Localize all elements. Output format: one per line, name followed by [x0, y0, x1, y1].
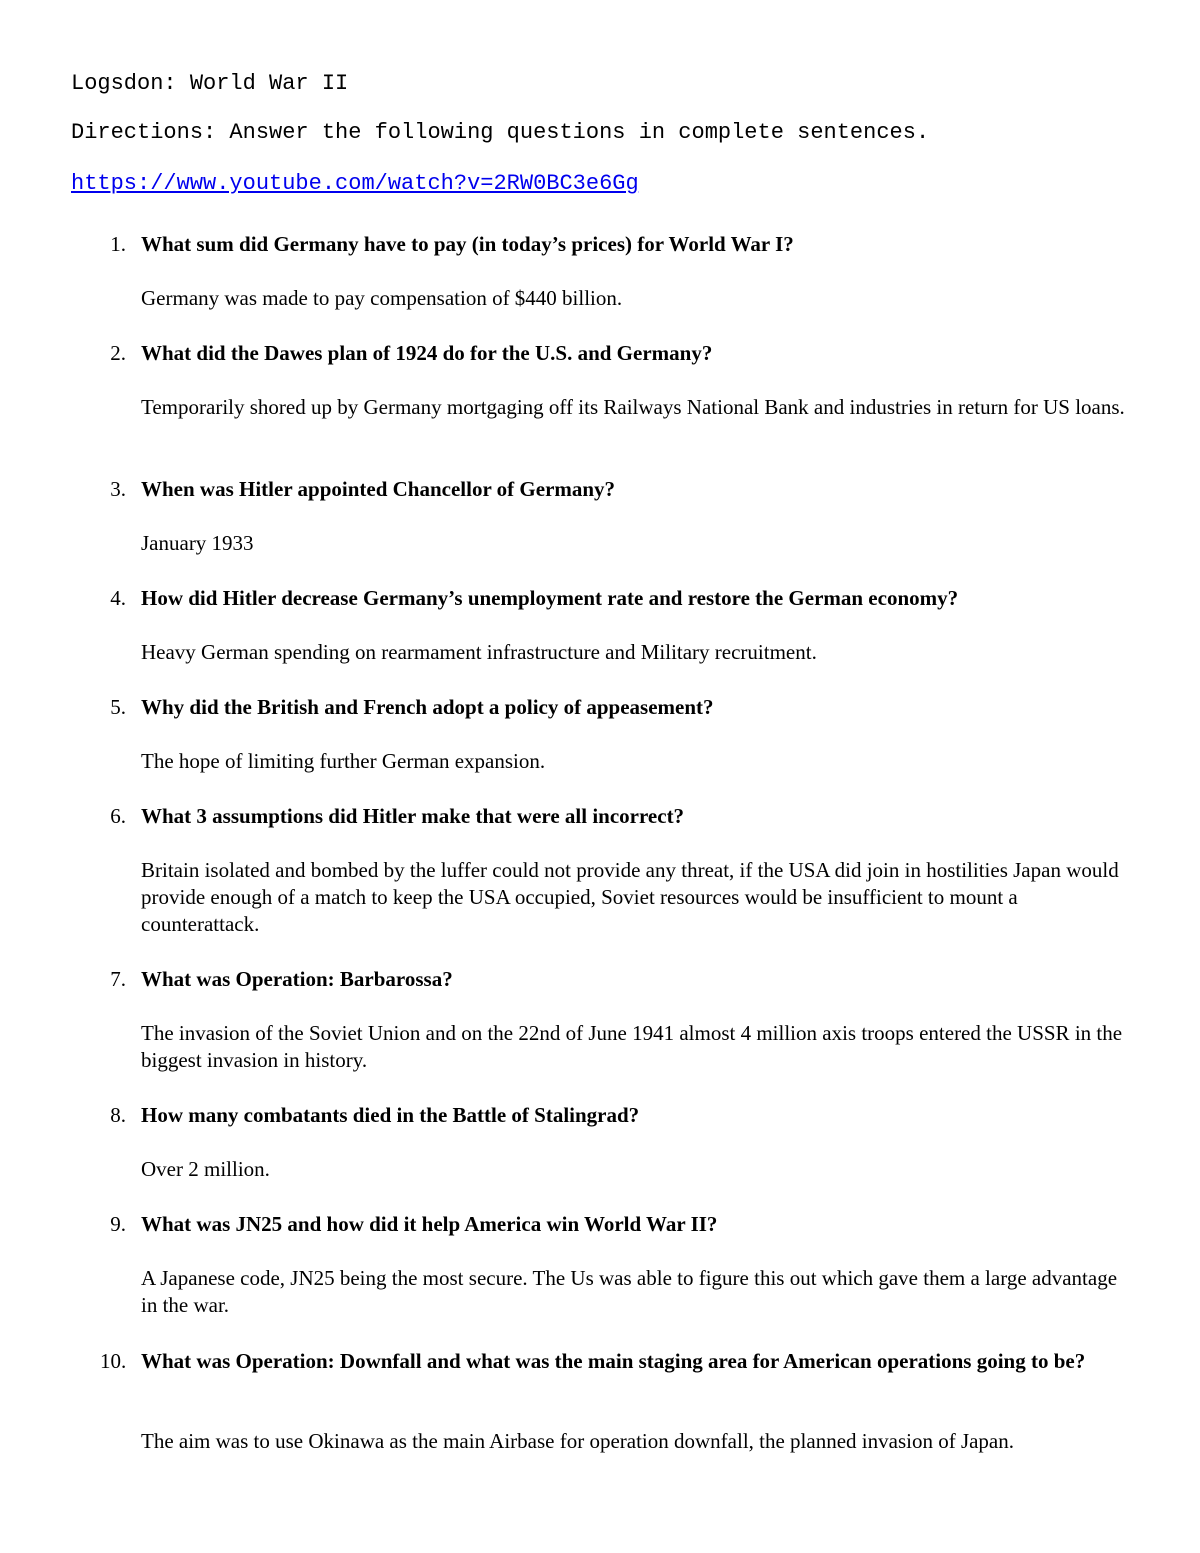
question-number: 3.: [110, 477, 126, 501]
answer-text: The aim was to use Okinawa as the main Airbase for operation downfall, the planned invasion of Japan.: [141, 1429, 1015, 1453]
question-text: What did the Dawes plan of 1924 do for the U.S. and Germany?: [141, 341, 713, 365]
question-text: How did Hitler decrease Germany’s unemployment rate and restore the German economy?: [141, 586, 959, 610]
answer-text: The invasion of the Soviet Union and on the 22nd of June 1941 almost 4 million axis troops entered the USSR in the biggest invasion in history.: [141, 1021, 1123, 1072]
question-number: 8.: [110, 1103, 126, 1127]
question-number: 4.: [110, 586, 126, 610]
question-text: When was Hitler appointed Chancellor of Germany?: [141, 477, 616, 501]
answer-text: The hope of limiting further German expansion.: [141, 749, 546, 773]
answer-text: A Japanese code, JN25 being the most secure. The Us was able to figure this out which gave them a large advantage in the war.: [141, 1266, 1118, 1317]
question-text: What was Operation: Barbarossa?: [141, 967, 453, 991]
question-number: 9.: [110, 1212, 126, 1236]
question-number: 1.: [110, 232, 126, 256]
answer-text: January 1933: [141, 531, 254, 555]
question-number: 2.: [110, 341, 126, 365]
question-text: What sum did Germany have to pay (in today’s prices) for World War I?: [141, 232, 794, 256]
question-text: What was JN25 and how did it help America win World War II?: [141, 1212, 718, 1236]
answer-text: Britain isolated and bombed by the luffer could not provide any threat, if the USA did join in hostilities Japan would provide enough of a match to keep the USA occupied, Soviet resources would be insufficient to mount a counterattack.: [141, 858, 1119, 936]
question-text: What 3 assumptions did Hitler make that were all incorrect?: [141, 804, 685, 828]
directions-text: Directions: Answer the following questions in complete sentences.: [71, 120, 930, 145]
question-number: 6.: [110, 804, 126, 828]
question-text: How many combatants died in the Battle of Stalingrad?: [141, 1103, 640, 1127]
answer-text: Temporarily shored up by Germany mortgaging off its Railways National Bank and industries in return for US loans.: [141, 395, 1125, 419]
question-text: Why did the British and French adopt a policy of appeasement?: [141, 695, 714, 719]
question-number: 5.: [110, 695, 126, 719]
question-text: What was Operation: Downfall and what was the main staging area for American operations going to be?: [141, 1349, 1086, 1373]
answer-text: Over 2 million.: [141, 1157, 270, 1181]
question-number: 10.: [100, 1349, 127, 1373]
answer-text: Germany was made to pay compensation of $440 billion.: [141, 286, 623, 310]
document-title: Logsdon: World War II: [71, 71, 349, 96]
question-number: 7.: [110, 967, 126, 991]
answer-text: Heavy German spending on rearmament infrastructure and Military recruitment.: [141, 640, 817, 664]
youtube-link[interactable]: https://www.youtube.com/watch?v=2RW0BC3e6Gg: [71, 171, 639, 196]
